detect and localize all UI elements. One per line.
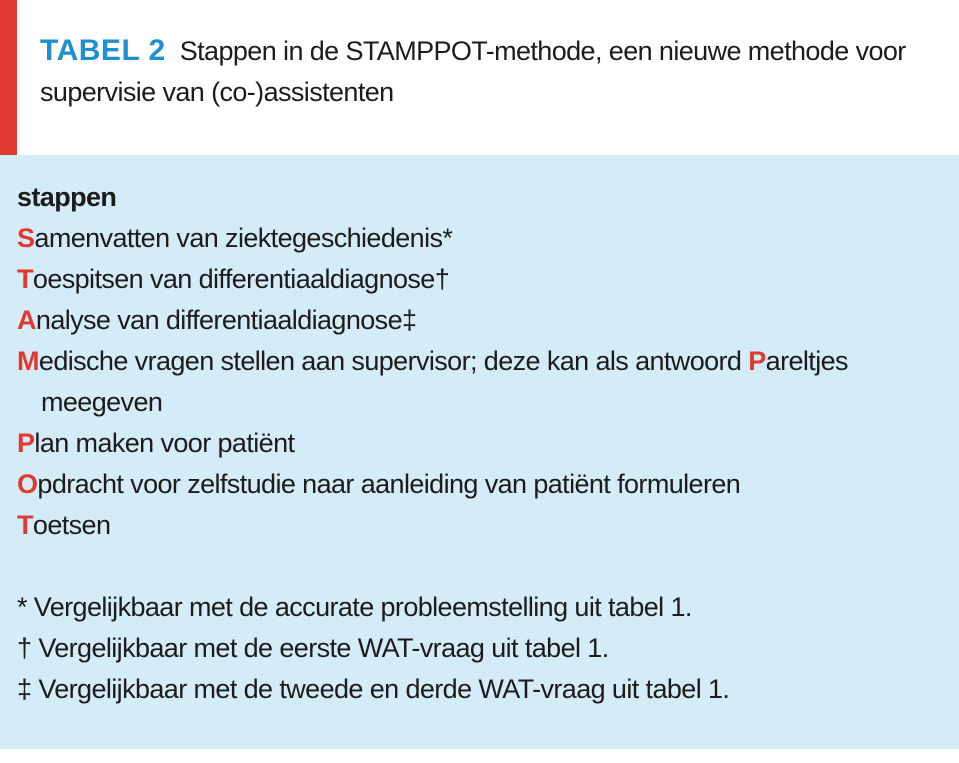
table-header <box>0 0 959 155</box>
step-text-secondary: areltjes meegeven <box>41 346 848 417</box>
step-row <box>17 505 947 546</box>
step-text: pdracht voor zelfstudie naar aanleiding van patiënt formuleren <box>37 469 741 499</box>
table-panel <box>0 155 959 749</box>
step-row <box>17 423 947 464</box>
step-initial: A <box>17 305 36 335</box>
step-row <box>17 218 947 259</box>
step-row <box>17 341 947 423</box>
step-initial: P <box>17 428 35 458</box>
footnote: ‡ Vergelijkbaar met de tweede en derde WAT-vraag uit tabel 1. <box>17 674 730 704</box>
step-text: oetsen <box>32 510 111 540</box>
footnotes <box>17 587 947 710</box>
footnote: * Vergelijkbaar met de accurate probleemstelling uit tabel 1. <box>17 592 692 622</box>
step-initial: T <box>17 264 33 294</box>
step-row <box>17 259 947 300</box>
step-text: oespitsen van differentiaaldiagnose† <box>32 264 450 294</box>
accent-bar <box>0 0 17 155</box>
step-initial-secondary: P <box>748 346 766 376</box>
table-caption <box>40 30 940 113</box>
table-label: TABEL 2 <box>40 34 166 67</box>
step-text: amenvatten van ziektegeschiedenis* <box>34 223 453 253</box>
step-initial: O <box>17 469 38 499</box>
step-text: nalyse van differentiaaldiagnose‡ <box>35 305 417 335</box>
step-initial: M <box>17 346 39 376</box>
step-text: lan maken voor patiënt <box>34 428 295 458</box>
step-row <box>17 464 947 505</box>
footnote: † Vergelijkbaar met de eerste WAT-vraag uit tabel 1. <box>17 633 609 663</box>
table-title: Stappen in de STAMPPOT-methode, een nieuwe methode voor supervisie van (co-)assistenten <box>40 36 906 107</box>
step-row <box>17 300 947 341</box>
step-text: edische vragen stellen aan supervisor; deze kan als antwoord <box>38 346 749 376</box>
table-content <box>17 177 947 710</box>
step-initial: S <box>17 223 35 253</box>
column-heading: stappen <box>17 182 117 212</box>
step-initial: T <box>17 510 33 540</box>
